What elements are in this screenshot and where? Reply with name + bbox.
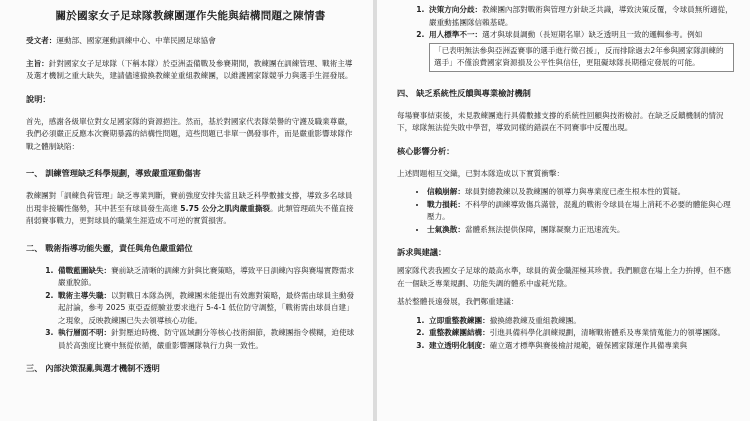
list-item [427, 199, 734, 224]
section-4-paragraph: 每場賽事結束後，未見教練團進行具備數據支撐的系統性回顧與技術檢討。在缺乏反饋機制的情況下，球隊無法從失敗中學習，導致同樣的錯誤在不同賽事中反覆出現。 [397, 110, 724, 132]
subject-label: 主旨： [26, 58, 49, 68]
item-text: 撤換總教練及重組教練團。 [489, 315, 581, 325]
item-label: 信賴崩解： [427, 187, 465, 196]
section-1-text-b: 。此類管理疏失不僅直接削弱賽事戰力，更對球員的職業生涯造成不可逆的實質損害。 [26, 203, 354, 225]
list-item [427, 340, 734, 353]
recommendation-list [397, 315, 734, 353]
section-1-paragraph [26, 190, 355, 228]
impact-intro: 上述問題相互交織，已對本隊造成以下實質衝擊： [397, 168, 565, 178]
item-text: 引進具備科學化訓練規劃，清晰戰術體系及專業情蒐能力的領導團隊。 [489, 328, 726, 337]
spacer [397, 236, 734, 246]
left-document-page [0, 0, 373, 421]
item-text: 確立選才標準與賽後檢討規範，確保國家隊運作具備專業與 [489, 340, 688, 350]
explain-heading: 說明： [26, 93, 51, 104]
recipient-text: 運動部、國家運動訓練中心、中華民國足球協會 [56, 36, 216, 45]
item-text: 選才與球員調動（長短期名單）缺乏透明且一致的邏輯參考。例如 [482, 30, 703, 39]
injury-highlight: 5.75 公分之肌肉嚴重撕裂 [180, 203, 271, 213]
item-label: 重整教練團結構： [429, 328, 490, 337]
spacer [397, 158, 734, 168]
right-document-page [377, 0, 750, 421]
section-1-heading: 一、 訓練管理缺乏科學規劃，導致嚴重運動傷害 [26, 168, 201, 178]
list-item [427, 4, 734, 29]
section-2-heading: 二、 戰術指導功能失靈，責任與角色嚴重錯位 [26, 242, 193, 253]
item-text: 賽前缺乏清晰的訓練方針與比賽策略，導致平日訓練內容與賽場實際需求嚴重脫節。 [58, 265, 355, 287]
spacer [26, 153, 355, 167]
impact-list [397, 186, 734, 236]
spacer [397, 100, 734, 110]
item-text: 教練團內部對戰術與管理方針缺乏共識，導致決策反覆，令球員無所適從，嚴重動搖團隊信賴基礎。 [429, 5, 733, 27]
section-2-list [26, 265, 355, 353]
item-text: 球員對總教練以及教練團的領導力與專業度已產生根本性的質疑。 [464, 187, 686, 196]
subject-text: 針對國家女子足球隊（下稱本隊）於亞洲盃備戰及參賽期間，教練團在訓練管理、戰術主導及選才機制之重大缺失，建請儘速撤換教練並重組教練團，以維護國家隊競爭力與選手生涯發展。 [26, 58, 353, 80]
section-3-list [397, 4, 734, 72]
section-1-text-a: 教練團對「訓練負荷管理」缺乏專業判斷，賽前強度安排失當且缺乏科學數據支撐，導致多名球員出現非接觸性傷勢，其中甚至有球員發生高達 [26, 191, 353, 213]
item-label: 戰力損耗： [427, 199, 465, 209]
item-text: 不科學的訓練導致傷兵滿營，混亂的戰術令球員在場上消耗不必要的體能與心理壓力。 [427, 199, 731, 221]
list-item [427, 224, 734, 237]
spacer [26, 228, 355, 242]
item-label: 士氣渙散： [427, 224, 465, 234]
spacer [26, 83, 355, 93]
item-label: 建立透明化制度： [429, 340, 490, 350]
spacer [26, 180, 355, 190]
item-label: 備戰藍圖缺失： [58, 265, 112, 275]
item-label: 用人標準不一： [429, 30, 483, 39]
list-item [56, 327, 355, 352]
appeal-paragraph: 國家隊代表我國女子足球的最高水準，球員的黃金職涯極其珍貴。我們願意在場上全力拚搏，但不應在一個缺乏專業規劃、功能失調的體系中虛耗光陰。 [397, 266, 732, 288]
item-text: 當體系無法提供保障，團隊凝聚力正迅速流失。 [464, 224, 625, 234]
list-item [427, 327, 734, 340]
spacer [26, 352, 355, 362]
recipient-line [26, 35, 355, 48]
appeal-heading: 訴求與建議： [397, 247, 447, 257]
item-label: 執行層面不明： [58, 328, 112, 337]
spacer [397, 135, 734, 145]
item-text: 以對戰日本隊為例，教練團未能提出有效應對策略，最終需由球員主動發起討論，參考 2025 東亞盃經驗並要求進行 5-4-1 低位防守調整，「戰術需由球員自建」之現象，反映教練團已失去領導核心功能。 [58, 290, 355, 325]
impact-heading: 核心影響分析： [397, 145, 455, 156]
spacer [26, 106, 355, 116]
appeal-intro: 基於整體長遠發展，我們鄭重建議： [397, 297, 519, 306]
item-label: 戰術主導失職： [58, 290, 112, 300]
section-3-heading: 三、 內部決策混亂與選才機制不透明 [26, 363, 160, 373]
item-label: 決策方向分歧： [429, 5, 483, 14]
list-item [56, 265, 355, 290]
list-item [427, 315, 734, 328]
spacer [26, 48, 355, 58]
explain-paragraph: 首先，感謝各級單位對女足國家隊的資源挹注。然而，基於對國家代表隊榮譽的守護及職業尊嚴，我們必須嚴正反應本次賽期暴露的結構性問題，這些問題已非單一偶發事件，而是嚴重影響球隊作戰之體制缺陷： [26, 116, 353, 151]
document-title: 關於國家女子足球隊教練團運作失能與結構問題之陳情書 [55, 10, 326, 22]
recipient-label: 受文者： [26, 36, 57, 45]
item-label: 立即重整教練團： [429, 315, 490, 325]
spacer [397, 73, 734, 87]
list-item [427, 186, 734, 199]
spacer [26, 255, 355, 265]
list-item [56, 290, 355, 328]
subject-paragraph [26, 58, 355, 83]
list-item [427, 29, 734, 72]
quoted-example-box: 「已表明無法參與亞洲盃賽事的選手進行徵召援」，反而排除過去2年參與國家隊訓練的選手」不僅浪費國家資源損及公平性與信任，更阻礙球隊長期穩定發展的可能。 [429, 43, 734, 72]
item-text: 針對壓迫時機、防守區域劃分等核心技術細節，教練團指令模糊，迫使球員於高強度比賽中無從依循，嚴重影響團隊執行力與一致性。 [58, 328, 355, 350]
section-4-heading: 四、 缺乏系統性反饋與專業檢討機制 [397, 87, 531, 98]
